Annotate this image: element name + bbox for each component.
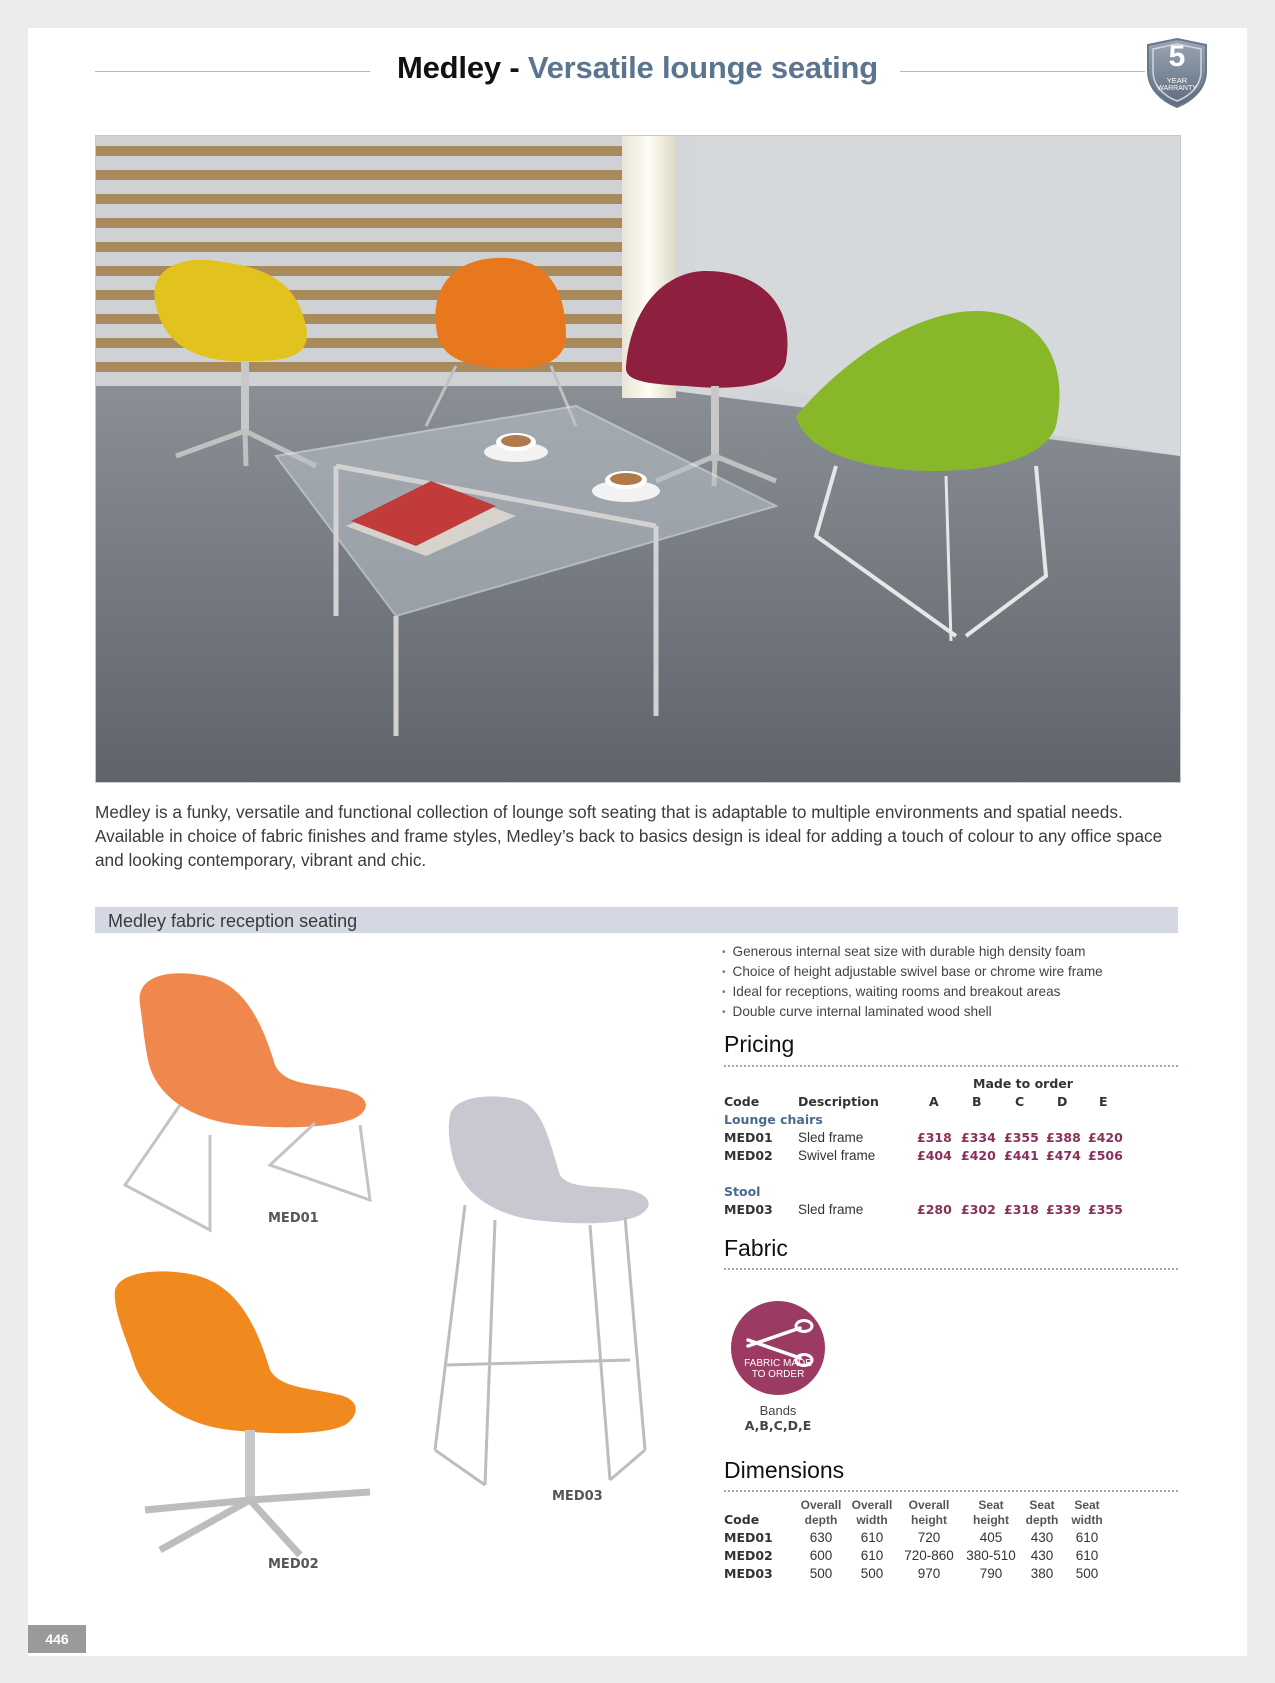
title-main: Medley - — [397, 50, 528, 85]
feature-item: • Double curve internal laminated wood shell — [722, 1003, 1103, 1023]
sled-chair-image — [110, 965, 390, 1235]
warranty-number: 5 — [1168, 40, 1186, 73]
fabric-badge — [730, 1300, 826, 1396]
dim-row-code: MED02 — [724, 1548, 773, 1563]
fabric-badge-line1: FABRIC MADE — [744, 1358, 812, 1369]
price-row-description: Sled frame — [798, 1130, 864, 1145]
dim-cell: 610 — [860, 1548, 884, 1563]
dim-cell: 405 — [979, 1530, 1003, 1545]
price-row-code: MED01 — [724, 1130, 773, 1145]
group-lounge-chairs: Lounge chairs — [724, 1112, 823, 1127]
med01-image — [110, 965, 390, 1235]
med03-image — [425, 1095, 675, 1495]
dim-cell: 610 — [860, 1530, 884, 1545]
dim-col-header — [847, 1498, 897, 1528]
price-cell: £318 — [917, 1130, 952, 1145]
price-cell: £506 — [1088, 1148, 1123, 1163]
dim-cell: 600 — [809, 1548, 833, 1563]
section-header — [95, 907, 1178, 933]
warranty-line2: WARRANTY — [1157, 85, 1197, 92]
feature-item: • Choice of height adjustable swivel base or chrome wire frame — [722, 963, 1103, 983]
fabric-divider — [724, 1268, 1178, 1270]
dim-col-header — [961, 1498, 1021, 1528]
stool-image — [425, 1095, 675, 1495]
dim-col-bottom: width — [856, 1513, 888, 1527]
dim-cell: 970 — [917, 1566, 941, 1581]
dim-col-bottom: width — [1071, 1513, 1103, 1527]
price-cell: £420 — [1088, 1130, 1123, 1145]
made-to-order-label: Made to order — [973, 1076, 1073, 1091]
dim-row-code: MED03 — [724, 1566, 773, 1581]
price-cell: £302 — [961, 1202, 996, 1217]
price-cell: £420 — [961, 1148, 996, 1163]
dim-col-top: Overall — [851, 1498, 893, 1512]
warranty-line1: YEAR — [1166, 76, 1188, 85]
dim-cell: 630 — [809, 1530, 833, 1545]
fabric-heading: Fabric — [724, 1235, 788, 1261]
med01-label: MED01 — [268, 1211, 319, 1226]
price-cell: £355 — [1088, 1202, 1123, 1217]
band-e-header: E — [1099, 1094, 1108, 1109]
scissors-icon — [730, 1300, 826, 1396]
price-row-code: MED03 — [724, 1202, 773, 1217]
dim-cell: 380 — [1030, 1566, 1054, 1581]
pricing-divider — [724, 1065, 1178, 1067]
price-cell: £318 — [1004, 1202, 1039, 1217]
med03-label: MED03 — [552, 1489, 603, 1504]
dim-col-bottom: depth — [1025, 1513, 1059, 1527]
med02-image — [105, 1270, 385, 1560]
dim-cell: 430 — [1030, 1530, 1054, 1545]
price-row-description: Swivel frame — [798, 1148, 876, 1163]
dim-col-top: Seat — [1074, 1498, 1100, 1512]
page-number: 446 — [28, 1625, 86, 1653]
price-cell: £441 — [1004, 1148, 1039, 1163]
med02-label: MED02 — [268, 1557, 319, 1572]
page-title — [0, 50, 1275, 86]
warranty-badge — [1144, 37, 1210, 109]
pricing-heading: Pricing — [724, 1031, 795, 1057]
intro-paragraph: Medley is a funky, versatile and functional collection of lounge soft seating that is adaptable to multiple environments and spatial needs. Available in choice of fabric finishes and frame styles, Medley’s back to basics design is ideal for adding a touch of colour to any office space and looking contemporary, vibrant and chic. — [95, 802, 1163, 870]
feature-item: • Generous internal seat size with durable high density foam — [722, 943, 1103, 963]
price-cell: £334 — [961, 1130, 996, 1145]
price-cell: £355 — [1004, 1130, 1039, 1145]
lounge-scene-image — [96, 136, 1180, 782]
dim-col-top: Overall — [800, 1498, 842, 1512]
pricing-col-code: Code — [724, 1094, 760, 1109]
dim-cell: 500 — [860, 1566, 884, 1581]
dim-cell: 610 — [1075, 1530, 1099, 1545]
dim-col-header — [1017, 1498, 1067, 1528]
price-cell: £280 — [917, 1202, 952, 1217]
dim-cell: 720-860 — [904, 1548, 954, 1563]
price-row-code: MED02 — [724, 1148, 773, 1163]
hero-photo — [95, 135, 1181, 783]
pricing-col-description: Description — [798, 1094, 879, 1109]
dim-cell: 500 — [809, 1566, 833, 1581]
band-b-header: B — [972, 1094, 982, 1109]
dim-col-top: Overall — [908, 1498, 950, 1512]
feature-list — [722, 943, 1103, 1023]
dim-cell: 790 — [979, 1566, 1003, 1581]
dim-col-bottom: height — [911, 1513, 947, 1527]
dimensions-divider — [724, 1490, 1178, 1492]
band-a-header: A — [929, 1094, 939, 1109]
dimensions-col-code: Code — [724, 1512, 760, 1527]
band-d-header: D — [1057, 1094, 1068, 1109]
dim-cell: 720 — [917, 1530, 941, 1545]
dim-cell: 500 — [1075, 1566, 1099, 1581]
price-row-description: Sled frame — [798, 1202, 864, 1217]
group-stool: Stool — [724, 1184, 761, 1199]
dim-cell: 430 — [1030, 1548, 1054, 1563]
price-cell: £339 — [1046, 1202, 1081, 1217]
dim-col-top: Seat — [1029, 1498, 1055, 1512]
section-title: Medley fabric reception seating — [108, 911, 358, 931]
dim-cell: 610 — [1075, 1548, 1099, 1563]
band-c-header: C — [1015, 1094, 1025, 1109]
dim-col-header — [1062, 1498, 1112, 1528]
title-sub: Versatile lounge seating — [527, 50, 878, 85]
price-cell: £474 — [1046, 1148, 1081, 1163]
swivel-chair-image — [105, 1270, 385, 1560]
bands-label: Bands — [759, 1403, 797, 1418]
dim-col-header — [796, 1498, 846, 1528]
fabric-badge-line2: TO ORDER — [751, 1369, 805, 1380]
dim-col-bottom: height — [973, 1513, 1009, 1527]
price-cell: £388 — [1046, 1130, 1081, 1145]
dim-col-header — [899, 1498, 959, 1528]
dim-col-bottom: depth — [804, 1513, 838, 1527]
bands-value: A,B,C,D,E — [744, 1418, 812, 1433]
dimensions-heading: Dimensions — [724, 1457, 845, 1483]
feature-item: • Ideal for receptions, waiting rooms and breakout areas — [722, 983, 1103, 1003]
price-cell: £404 — [917, 1148, 952, 1163]
dim-cell: 380-510 — [966, 1548, 1016, 1563]
dim-col-top: Seat — [978, 1498, 1004, 1512]
dim-row-code: MED01 — [724, 1530, 773, 1545]
